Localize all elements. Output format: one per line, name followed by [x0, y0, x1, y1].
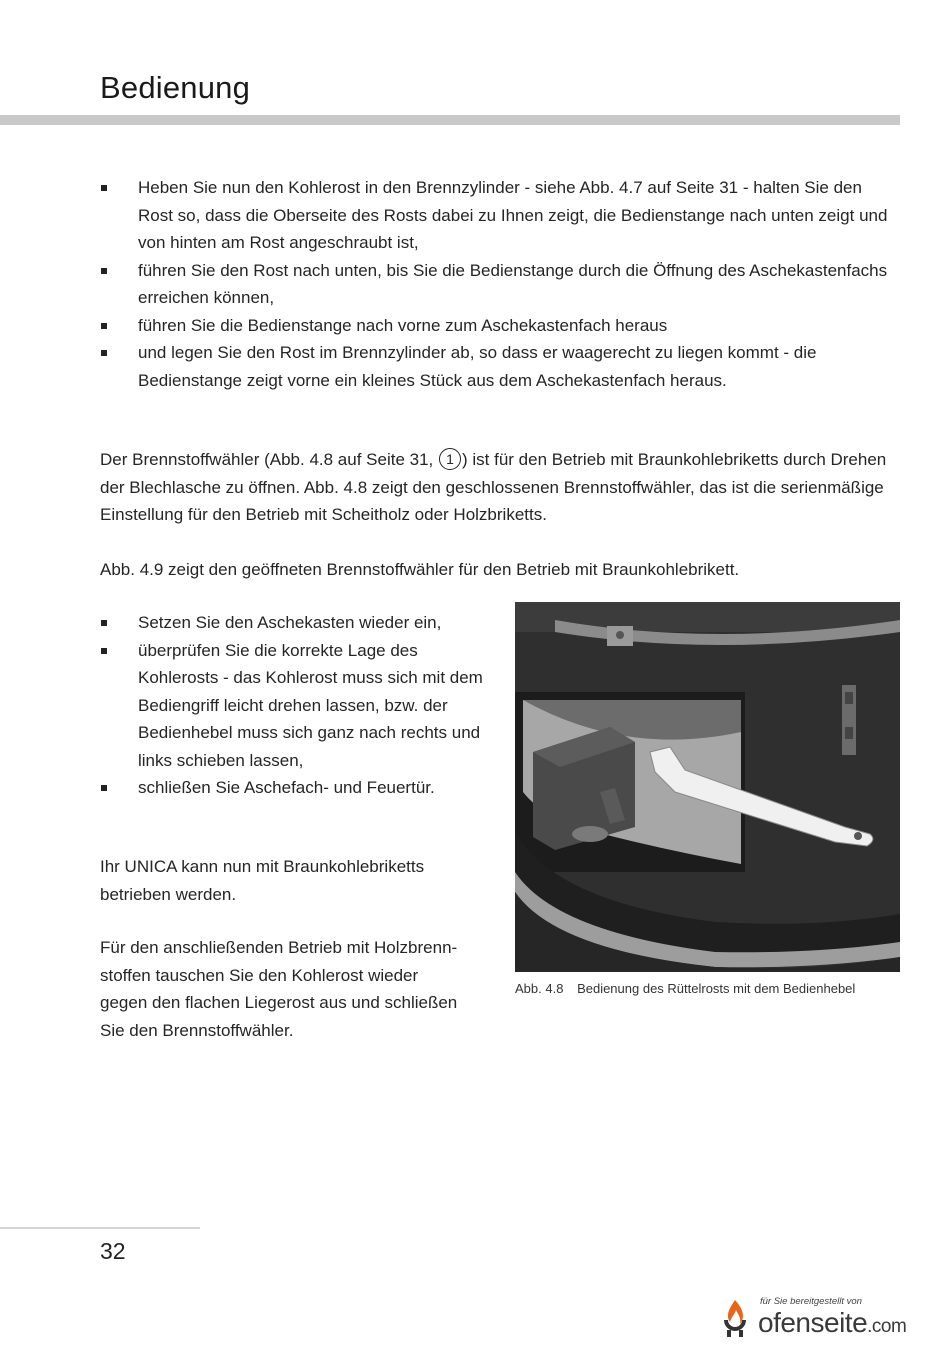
fuel-selector-paragraph — [100, 446, 900, 529]
footer-rule — [0, 1227, 200, 1229]
page-number: 32 — [100, 1238, 126, 1264]
logo-wordmark — [758, 1307, 906, 1339]
instruction-list-bottom — [100, 609, 485, 802]
logo-name: ofenseite — [758, 1307, 868, 1338]
list-item: schließen Sie Aschefach- und Feuertür. — [100, 774, 485, 802]
caption-number: Abb. 4.8 — [515, 981, 564, 996]
ready-paragraph: Ihr UNICA kann nun mit Braunkohlebriketts betrieben werden. — [100, 857, 425, 904]
list-item: führen Sie die Bedienstange nach vorne zum Aschekastenfach heraus — [100, 312, 900, 340]
open-selector-paragraph: Abb. 4.9 zeigt den geöffneten Brennstoffwähler für den Betrieb mit Braunkohlebrikett. — [100, 560, 740, 579]
caption-text: Bedienung des Rüttelrosts mit dem Bedienhebel — [577, 981, 856, 996]
page-title: Bedienung — [100, 70, 251, 105]
ofenseite-logo[interactable] — [718, 1296, 944, 1340]
instruction-list-top — [100, 174, 900, 394]
list-item: und legen Sie den Rost im Brennzylinder ab, so dass er waagerecht zu liegen kommt - die Bedienstange zeigt vorne ein kleines Stück aus dem Aschekastenfach heraus. — [100, 339, 900, 394]
flame-icon — [718, 1296, 752, 1338]
list-item: überprüfen Sie die korrekte Lage des Kohlerosts - das Kohlerost muss sich mit dem Bediengriff leicht drehen lassen, bzw. der Bedienhebel muss sich ganz nach rechts und links schieben lassen, — [100, 637, 485, 775]
list-item: Setzen Sie den Aschekasten wieder ein, — [100, 609, 485, 637]
logo-tagline: für Sie bereitgestellt von — [760, 1296, 862, 1307]
figure-caption — [515, 981, 855, 996]
logo-tld: .com — [867, 1316, 907, 1337]
paragraph-text: ) ist für den Betrieb mit Braunkohlebriketts durch Drehen der Blechlasche zu öffnen. Abb. 4.8 zeigt den geschlossenen Brennstoffwähler, das ist die serienmäßige Einstellung für den Betrieb mit Scheitholz oder Holzbriketts. — [100, 450, 887, 524]
wood-operation-paragraph: Für den anschließenden Betrieb mit Holzbrenn-stoffen tauschen Sie den Kohlerost wieder gegen den flachen Liegerost aus und schließen Sie den Brennstoffwähler. — [100, 938, 458, 1040]
list-item: führen Sie den Rost nach unten, bis Sie die Bedienstange durch die Öffnung des Aschekastenfachs erreichen können, — [100, 257, 900, 312]
paragraph-text: Der Brennstoffwähler (Abb. 4.8 auf Seite 31, — [100, 450, 438, 469]
stove-illustration — [515, 602, 900, 972]
header-rule — [0, 115, 900, 125]
callout-marker: 1 — [439, 448, 461, 470]
list-item: Heben Sie nun den Kohlerost in den Brennzylinder - siehe Abb. 4.7 auf Seite 31 - halten Sie den Rost so, dass die Oberseite des Rosts dabei zu Ihnen zeigt, die Bedienstange nach unten zeigt und von hinten am Rost angeschraubt ist, — [100, 174, 900, 257]
